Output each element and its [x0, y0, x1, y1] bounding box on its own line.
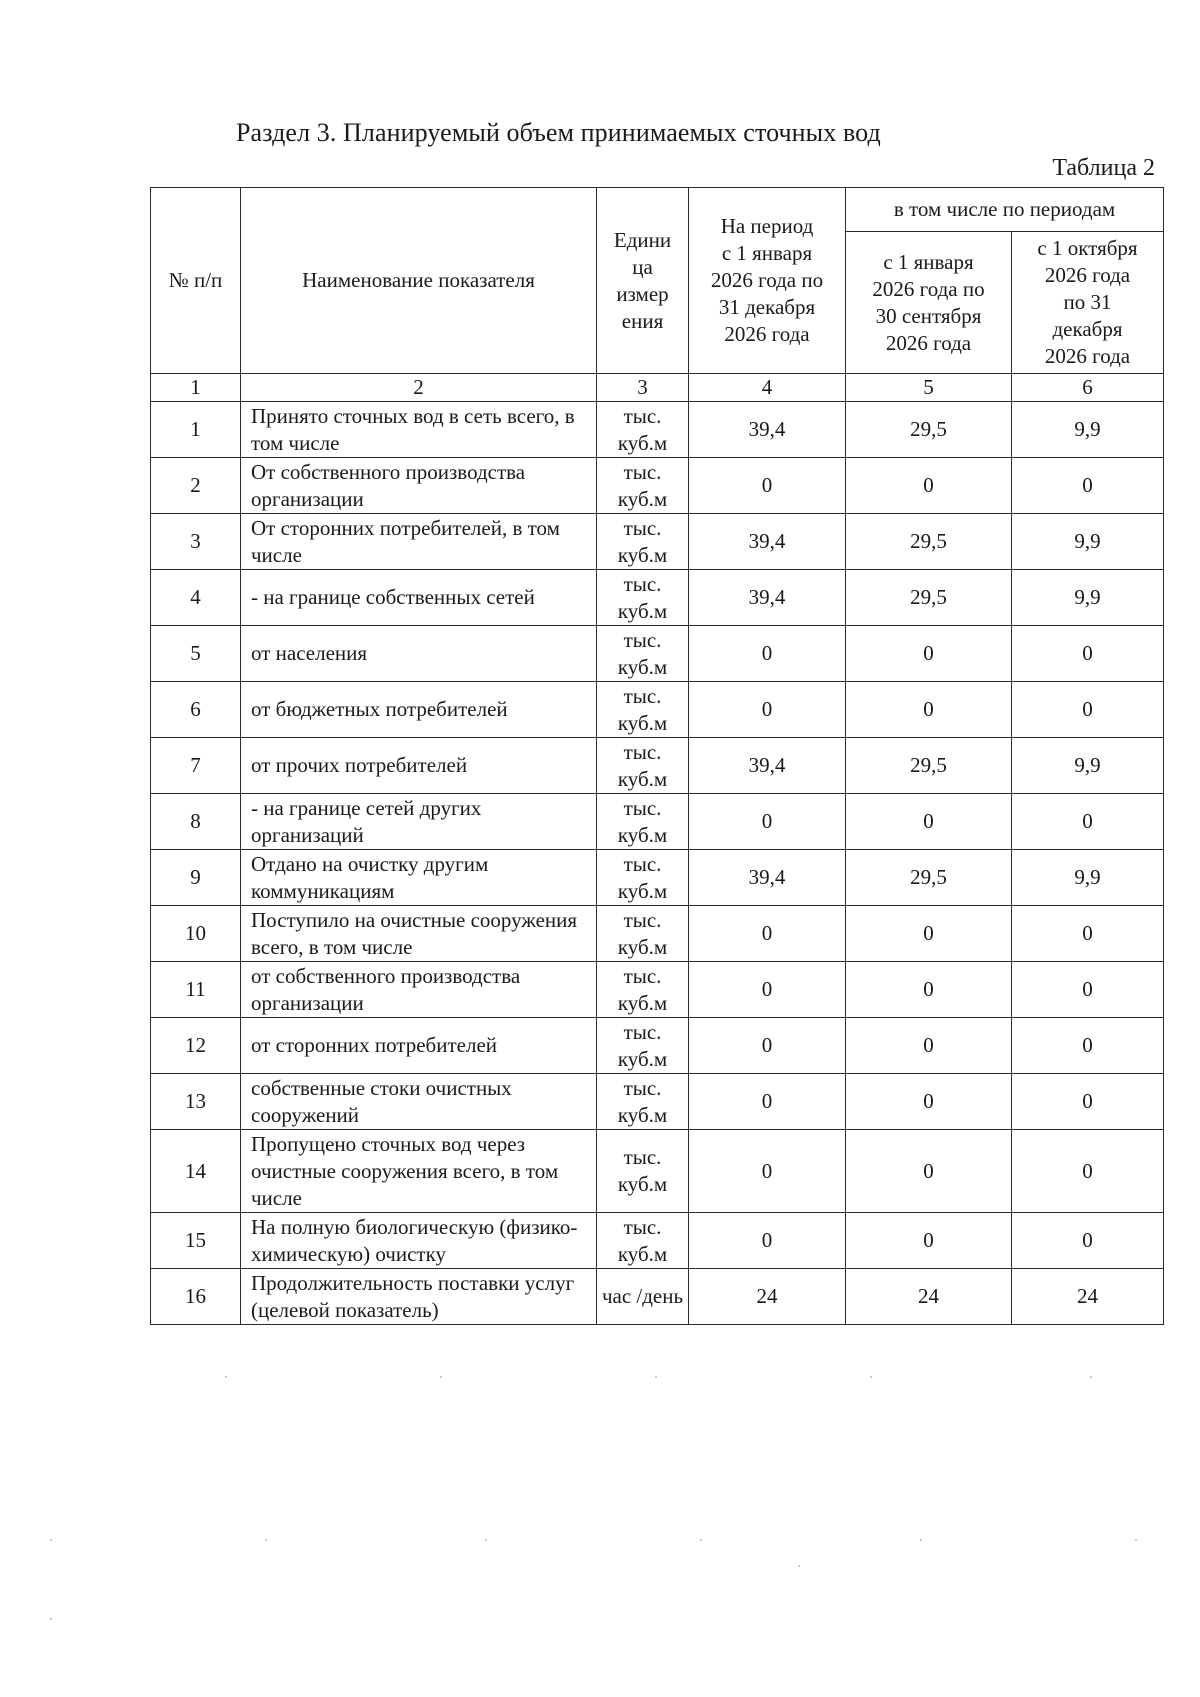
period-2-value: 9,9	[1012, 570, 1164, 626]
indicator-name: Продолжительность поставки услуг (целевой показатель)	[241, 1269, 597, 1325]
scan-speck	[225, 1376, 227, 1378]
unit: тыс. куб.м	[597, 514, 689, 570]
scan-speck	[920, 1539, 922, 1541]
indicator-name: - на границе собственных сетей	[241, 570, 597, 626]
scan-speck	[655, 1376, 657, 1378]
indicator-name: от собственного производства организации	[241, 962, 597, 1018]
total-value: 0	[689, 1213, 846, 1269]
scan-speck	[265, 1539, 267, 1541]
period-2-value: 9,9	[1012, 738, 1164, 794]
indicator-name: Пропущено сточных вод через очистные сооружения всего, в том числе	[241, 1130, 597, 1213]
period-1-value: 0	[846, 962, 1012, 1018]
period-1-value: 0	[846, 626, 1012, 682]
total-value: 0	[689, 794, 846, 850]
period-1-value: 29,5	[846, 514, 1012, 570]
unit: тыс. куб.м	[597, 626, 689, 682]
table-row	[151, 626, 1164, 682]
section-title: Раздел 3. Планируемый объем принимаемых сточных вод	[236, 118, 881, 147]
column-number: 3	[597, 374, 689, 402]
table-row	[151, 850, 1164, 906]
table-row	[151, 514, 1164, 570]
header-sub-periods: в том числе по периодам	[846, 188, 1164, 232]
period-1-value: 0	[846, 906, 1012, 962]
period-1-value: 0	[846, 794, 1012, 850]
period-2-value: 0	[1012, 1018, 1164, 1074]
indicator-name: - на границе сетей других организаций	[241, 794, 597, 850]
unit: тыс. куб.м	[597, 794, 689, 850]
period-2-value: 0	[1012, 794, 1164, 850]
row-number: 3	[151, 514, 241, 570]
scan-speck	[50, 1539, 52, 1541]
header-period-1: с 1 января 2026 года по 30 сентября 2026 года	[846, 232, 1012, 374]
total-value: 0	[689, 626, 846, 682]
row-number: 14	[151, 1130, 241, 1213]
indicator-name: Принято сточных вод в сеть всего, в том числе	[241, 402, 597, 458]
total-value: 0	[689, 458, 846, 514]
total-value: 39,4	[689, 514, 846, 570]
unit: тыс. куб.м	[597, 402, 689, 458]
unit: тыс. куб.м	[597, 906, 689, 962]
indicator-name: собственные стоки очистных сооружений	[241, 1074, 597, 1130]
total-value: 39,4	[689, 402, 846, 458]
row-number: 6	[151, 682, 241, 738]
period-1-value: 29,5	[846, 402, 1012, 458]
total-value: 39,4	[689, 850, 846, 906]
header-total-period: На период с 1 января 2026 года по 31 декабря 2026 года	[689, 188, 846, 374]
row-number: 1	[151, 402, 241, 458]
indicator-name: Отдано на очистку другим коммуникациям	[241, 850, 597, 906]
planned-wastewater-table	[150, 187, 1164, 1325]
scan-speck	[1135, 1539, 1137, 1541]
scan-speck	[1090, 1376, 1092, 1378]
unit: тыс. куб.м	[597, 738, 689, 794]
period-2-value: 9,9	[1012, 850, 1164, 906]
total-value: 0	[689, 1074, 846, 1130]
column-number: 1	[151, 374, 241, 402]
row-number: 10	[151, 906, 241, 962]
scan-speck	[50, 1618, 52, 1620]
table-row	[151, 1018, 1164, 1074]
indicator-name: От собственного производства организации	[241, 458, 597, 514]
table-caption: Таблица 2	[1052, 155, 1155, 181]
row-number: 2	[151, 458, 241, 514]
table-row	[151, 906, 1164, 962]
row-number: 7	[151, 738, 241, 794]
period-2-value: 9,9	[1012, 402, 1164, 458]
indicator-name: от бюджетных потребителей	[241, 682, 597, 738]
period-1-value: 0	[846, 1018, 1012, 1074]
unit: тыс. куб.м	[597, 1074, 689, 1130]
header-name: Наименование показателя	[241, 188, 597, 374]
table-row	[151, 1269, 1164, 1325]
header-unit: Едини ца измер ения	[597, 188, 689, 374]
row-number: 5	[151, 626, 241, 682]
period-2-value: 0	[1012, 626, 1164, 682]
scan-speck	[700, 1539, 702, 1541]
scan-speck	[485, 1539, 487, 1541]
scan-speck	[870, 1376, 872, 1378]
unit: тыс. куб.м	[597, 458, 689, 514]
indicator-name: Поступило на очистные сооружения всего, в том числе	[241, 906, 597, 962]
indicator-name: от прочих потребителей	[241, 738, 597, 794]
period-1-value: 0	[846, 1130, 1012, 1213]
unit: тыс. куб.м	[597, 1130, 689, 1213]
unit: час /день	[597, 1269, 689, 1325]
period-1-value: 29,5	[846, 570, 1012, 626]
unit: тыс. куб.м	[597, 1018, 689, 1074]
total-value: 0	[689, 906, 846, 962]
unit: тыс. куб.м	[597, 962, 689, 1018]
period-1-value: 24	[846, 1269, 1012, 1325]
table-row	[151, 738, 1164, 794]
table-row	[151, 682, 1164, 738]
indicator-name: от сторонних потребителей	[241, 1018, 597, 1074]
indicator-name: От сторонних потребителей, в том числе	[241, 514, 597, 570]
total-value: 39,4	[689, 570, 846, 626]
total-value: 0	[689, 1018, 846, 1074]
period-1-value: 0	[846, 682, 1012, 738]
period-2-value: 0	[1012, 458, 1164, 514]
total-value: 24	[689, 1269, 846, 1325]
total-value: 0	[689, 962, 846, 1018]
row-number: 9	[151, 850, 241, 906]
table-row	[151, 962, 1164, 1018]
unit: тыс. куб.м	[597, 1213, 689, 1269]
unit: тыс. куб.м	[597, 570, 689, 626]
period-1-value: 0	[846, 1074, 1012, 1130]
total-value: 39,4	[689, 738, 846, 794]
period-2-value: 0	[1012, 1213, 1164, 1269]
row-number: 8	[151, 794, 241, 850]
unit: тыс. куб.м	[597, 850, 689, 906]
unit: тыс. куб.м	[597, 682, 689, 738]
scan-speck	[798, 1565, 800, 1567]
period-2-value: 0	[1012, 682, 1164, 738]
row-number: 13	[151, 1074, 241, 1130]
indicator-name: от населения	[241, 626, 597, 682]
header-period-2: с 1 октября 2026 года по 31 декабря 2026 года	[1012, 232, 1164, 374]
table-row	[151, 402, 1164, 458]
indicator-name: На полную биологическую (физико-химическую) очистку	[241, 1213, 597, 1269]
column-number: 2	[241, 374, 597, 402]
period-1-value: 29,5	[846, 738, 1012, 794]
row-number: 16	[151, 1269, 241, 1325]
column-number: 5	[846, 374, 1012, 402]
table-row	[151, 1213, 1164, 1269]
period-2-value: 0	[1012, 1130, 1164, 1213]
column-number: 4	[689, 374, 846, 402]
period-1-value: 0	[846, 458, 1012, 514]
period-2-value: 9,9	[1012, 514, 1164, 570]
period-1-value: 29,5	[846, 850, 1012, 906]
period-2-value: 0	[1012, 962, 1164, 1018]
period-1-value: 0	[846, 1213, 1012, 1269]
period-2-value: 0	[1012, 906, 1164, 962]
scan-speck	[440, 1376, 442, 1378]
header-num: № п/п	[151, 188, 241, 374]
total-value: 0	[689, 1130, 846, 1213]
table-row	[151, 1074, 1164, 1130]
table-row	[151, 794, 1164, 850]
period-2-value: 0	[1012, 1074, 1164, 1130]
row-number: 4	[151, 570, 241, 626]
table-row	[151, 1130, 1164, 1213]
row-number: 12	[151, 1018, 241, 1074]
row-number: 15	[151, 1213, 241, 1269]
column-number: 6	[1012, 374, 1164, 402]
total-value: 0	[689, 682, 846, 738]
table-row	[151, 570, 1164, 626]
row-number: 11	[151, 962, 241, 1018]
table-row	[151, 458, 1164, 514]
period-2-value: 24	[1012, 1269, 1164, 1325]
